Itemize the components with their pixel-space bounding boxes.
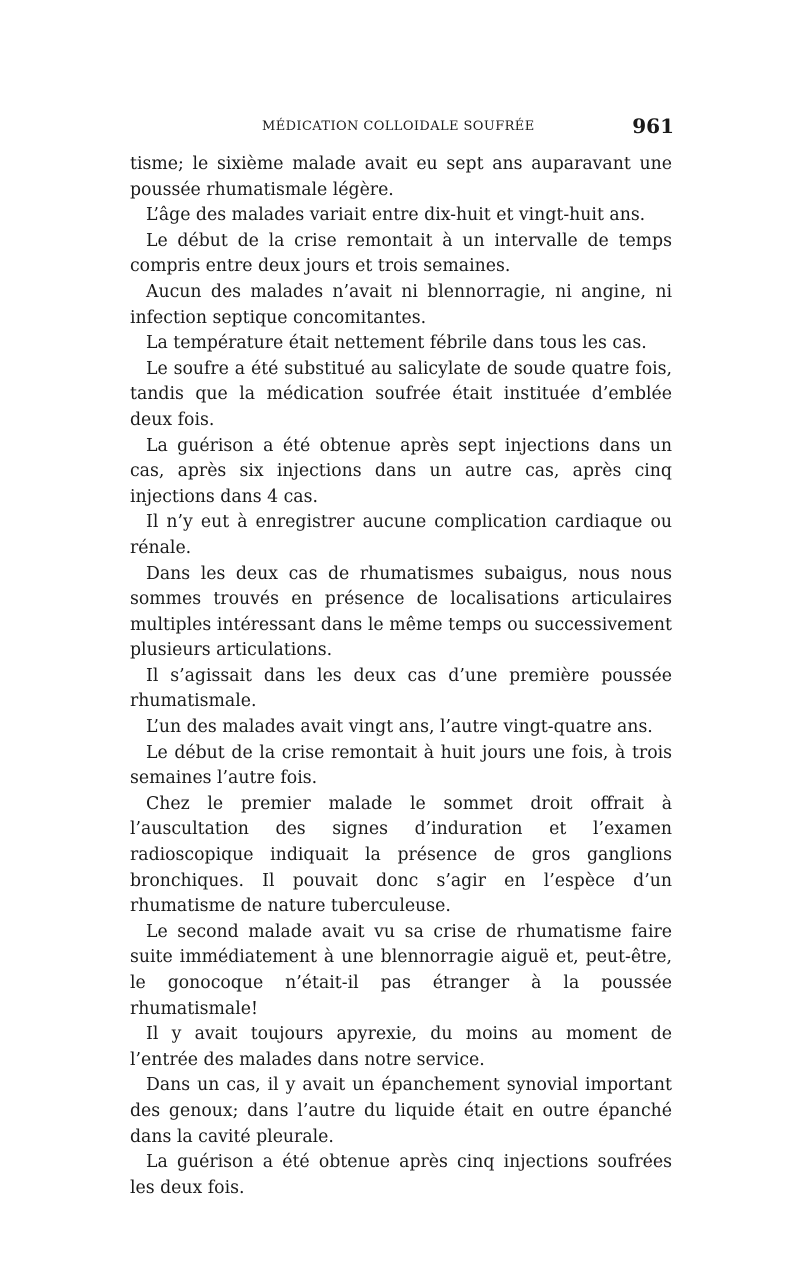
paragraph: La guérison a été obtenue après cinq injections soufrées les deux fois. [130,1152,672,1198]
paragraph: Chez le premier malade le sommet droit offrait à l’auscultation des signes d’induration et l’examen radioscopique indiquait la présence de gros ganglions bronchiques. Il pouvait donc s’agir en l’espèce d’un rhumatisme de nature tuberculeuse. [130,793,672,917]
paragraph: Il s’agissait dans les deux cas d’une première poussée rhumatismale. [130,665,672,712]
paragraph: Dans un cas, il y avait un épanchement synovial important des genoux; dans l’autre du liquide était en outre épanché dans la cavité pleurale. [130,1075,672,1147]
paragraph: Il n’y eut à enregistrer aucune complication cardiaque ou rénale. [130,512,672,558]
paragraph: tisme; le sixième malade avait eu sept ans auparavant une poussée rhumatismale légère. [130,154,672,200]
page-header [130,116,678,140]
paragraph: La température était nettement fébrile dans tous les cas. [146,333,647,354]
paragraph: Dans les deux cas de rhumatismes subaigus, nous nous sommes trouvés en présence de localisations articulaires multiples intéressant dans le même temps ou successivement plusieurs articulations. [130,563,672,661]
paragraph: Il y avait toujours apyrexie, du moins au moment de l’entrée des malades dans notre service. [130,1024,672,1070]
paragraph: Le début de la crise remontait à un intervalle de temps compris entre deux jours et trois semaines. [130,230,672,277]
running-title: MÉDICATION COLLOIDALE SOUFRÉE [262,119,535,134]
paragraph: Le début de la crise remontait à huit jours une fois, à trois semaines l’autre fois. [130,742,672,789]
body-text [130,152,672,1201]
paragraph: La guérison a été obtenue après sept injections dans un cas, après six injections dans un autre cas, après cinq injections dans 4 cas. [130,435,672,507]
paragraph: Le soufre a été substitué au salicylate de soude quatre fois, tandis que la médication soufrée était instituée d’emblée deux fois. [130,358,672,430]
paragraph: Le second malade avait vu sa crise de rhumatisme faire suite immédiatement à une blennorragie aiguë et, peut-être, le gonocoque n’était-il pas étranger à la poussée rhumatismale! [130,921,672,1019]
paragraph: L’âge des malades variait entre dix-huit et vingt-huit ans. [146,205,646,226]
paragraph: L’un des malades avait vingt ans, l’autre vingt-quatre ans. [146,717,653,738]
paragraph: Aucun des malades n’avait ni blennorragie, ni angine, ni infection septique concomitantes. [130,281,672,328]
page-number: 961 [632,114,674,138]
